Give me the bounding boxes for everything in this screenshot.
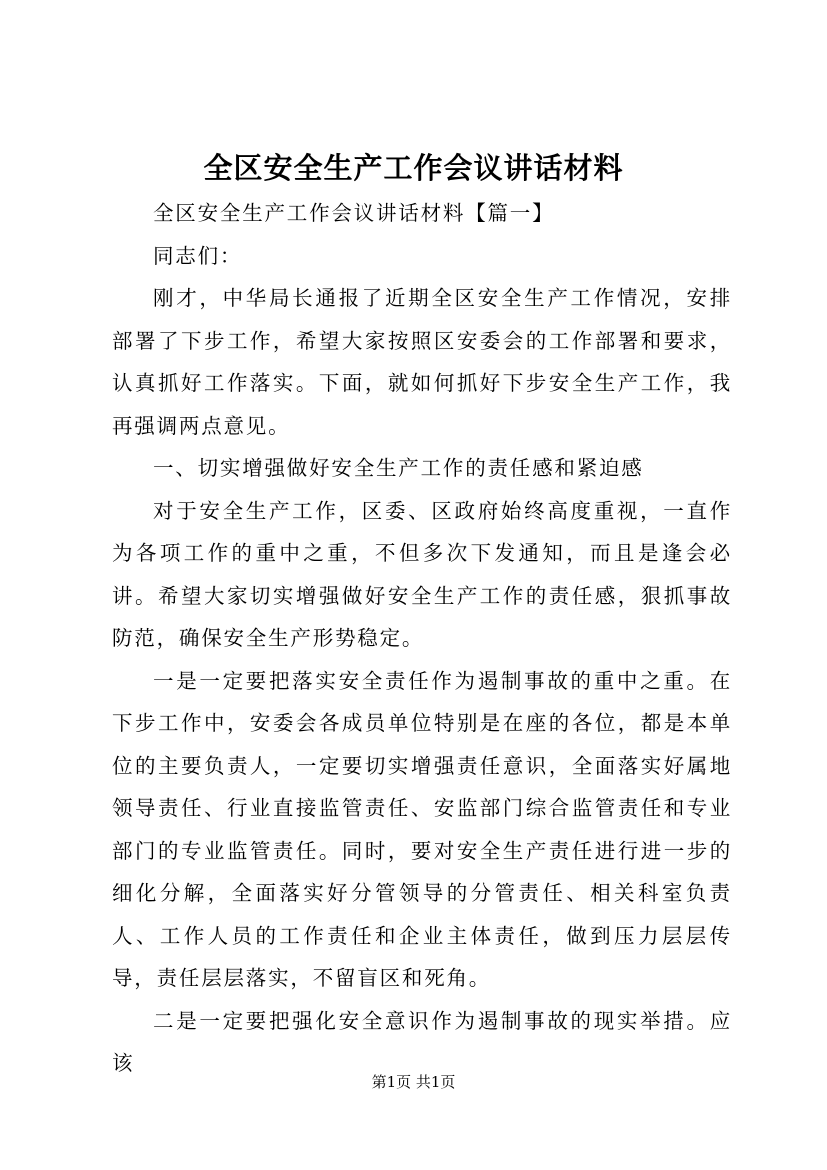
paragraph: 二是一定要把强化安全意识作为遏制事故的现实举措。应该 [112, 1008, 732, 1075]
document-body [112, 192, 732, 1085]
section-heading: 全区安全生产工作会议讲话材料【篇一】 [153, 201, 555, 225]
subsection-heading: 一、切实增强做好安全生产工作的责任感和紧迫感 [153, 456, 644, 480]
paragraph: 对于安全生产工作，区委、区政府始终高度重视，一直作为各项工作的重中之重，不但多次下发通知，而且是逢会必讲。希望大家切实增强做好安全生产工作的责任感，狠抓事故防范，确保安全生产形势稳定。 [112, 498, 732, 650]
document-title: 全区安全生产工作会议讲话材料 [203, 151, 624, 185]
page-footer: 第1页 共1页 [371, 1073, 456, 1091]
paragraph: 一是一定要把落实安全责任作为遏制事故的重中之重。在下步工作中，安委会各成员单位特别是在座的各位，都是本单位的主要负责人，一定要切实增强责任意识，全面落实好属地领导责任、行业直接监管责任、安监部门综合监管责任和专业部门的专业监管责任。同时，要对安全生产责任进行进一步的细化分解，全面落实好分管领导的分管责任、相关科室负责人、工作人员的工作责任和企业主体责任，做到压力层层传导，责任层层落实，不留盲区和死角。 [112, 668, 732, 990]
paragraph: 刚才，中华局长通报了近期全区安全生产工作情况，安排部署了下步工作，希望大家按照区安委会的工作部署和要求，认真抓好工作落实。下面，就如何抓好下步安全生产工作，我再强调两点意见。 [112, 286, 732, 438]
salutation: 同志们： [153, 243, 243, 268]
